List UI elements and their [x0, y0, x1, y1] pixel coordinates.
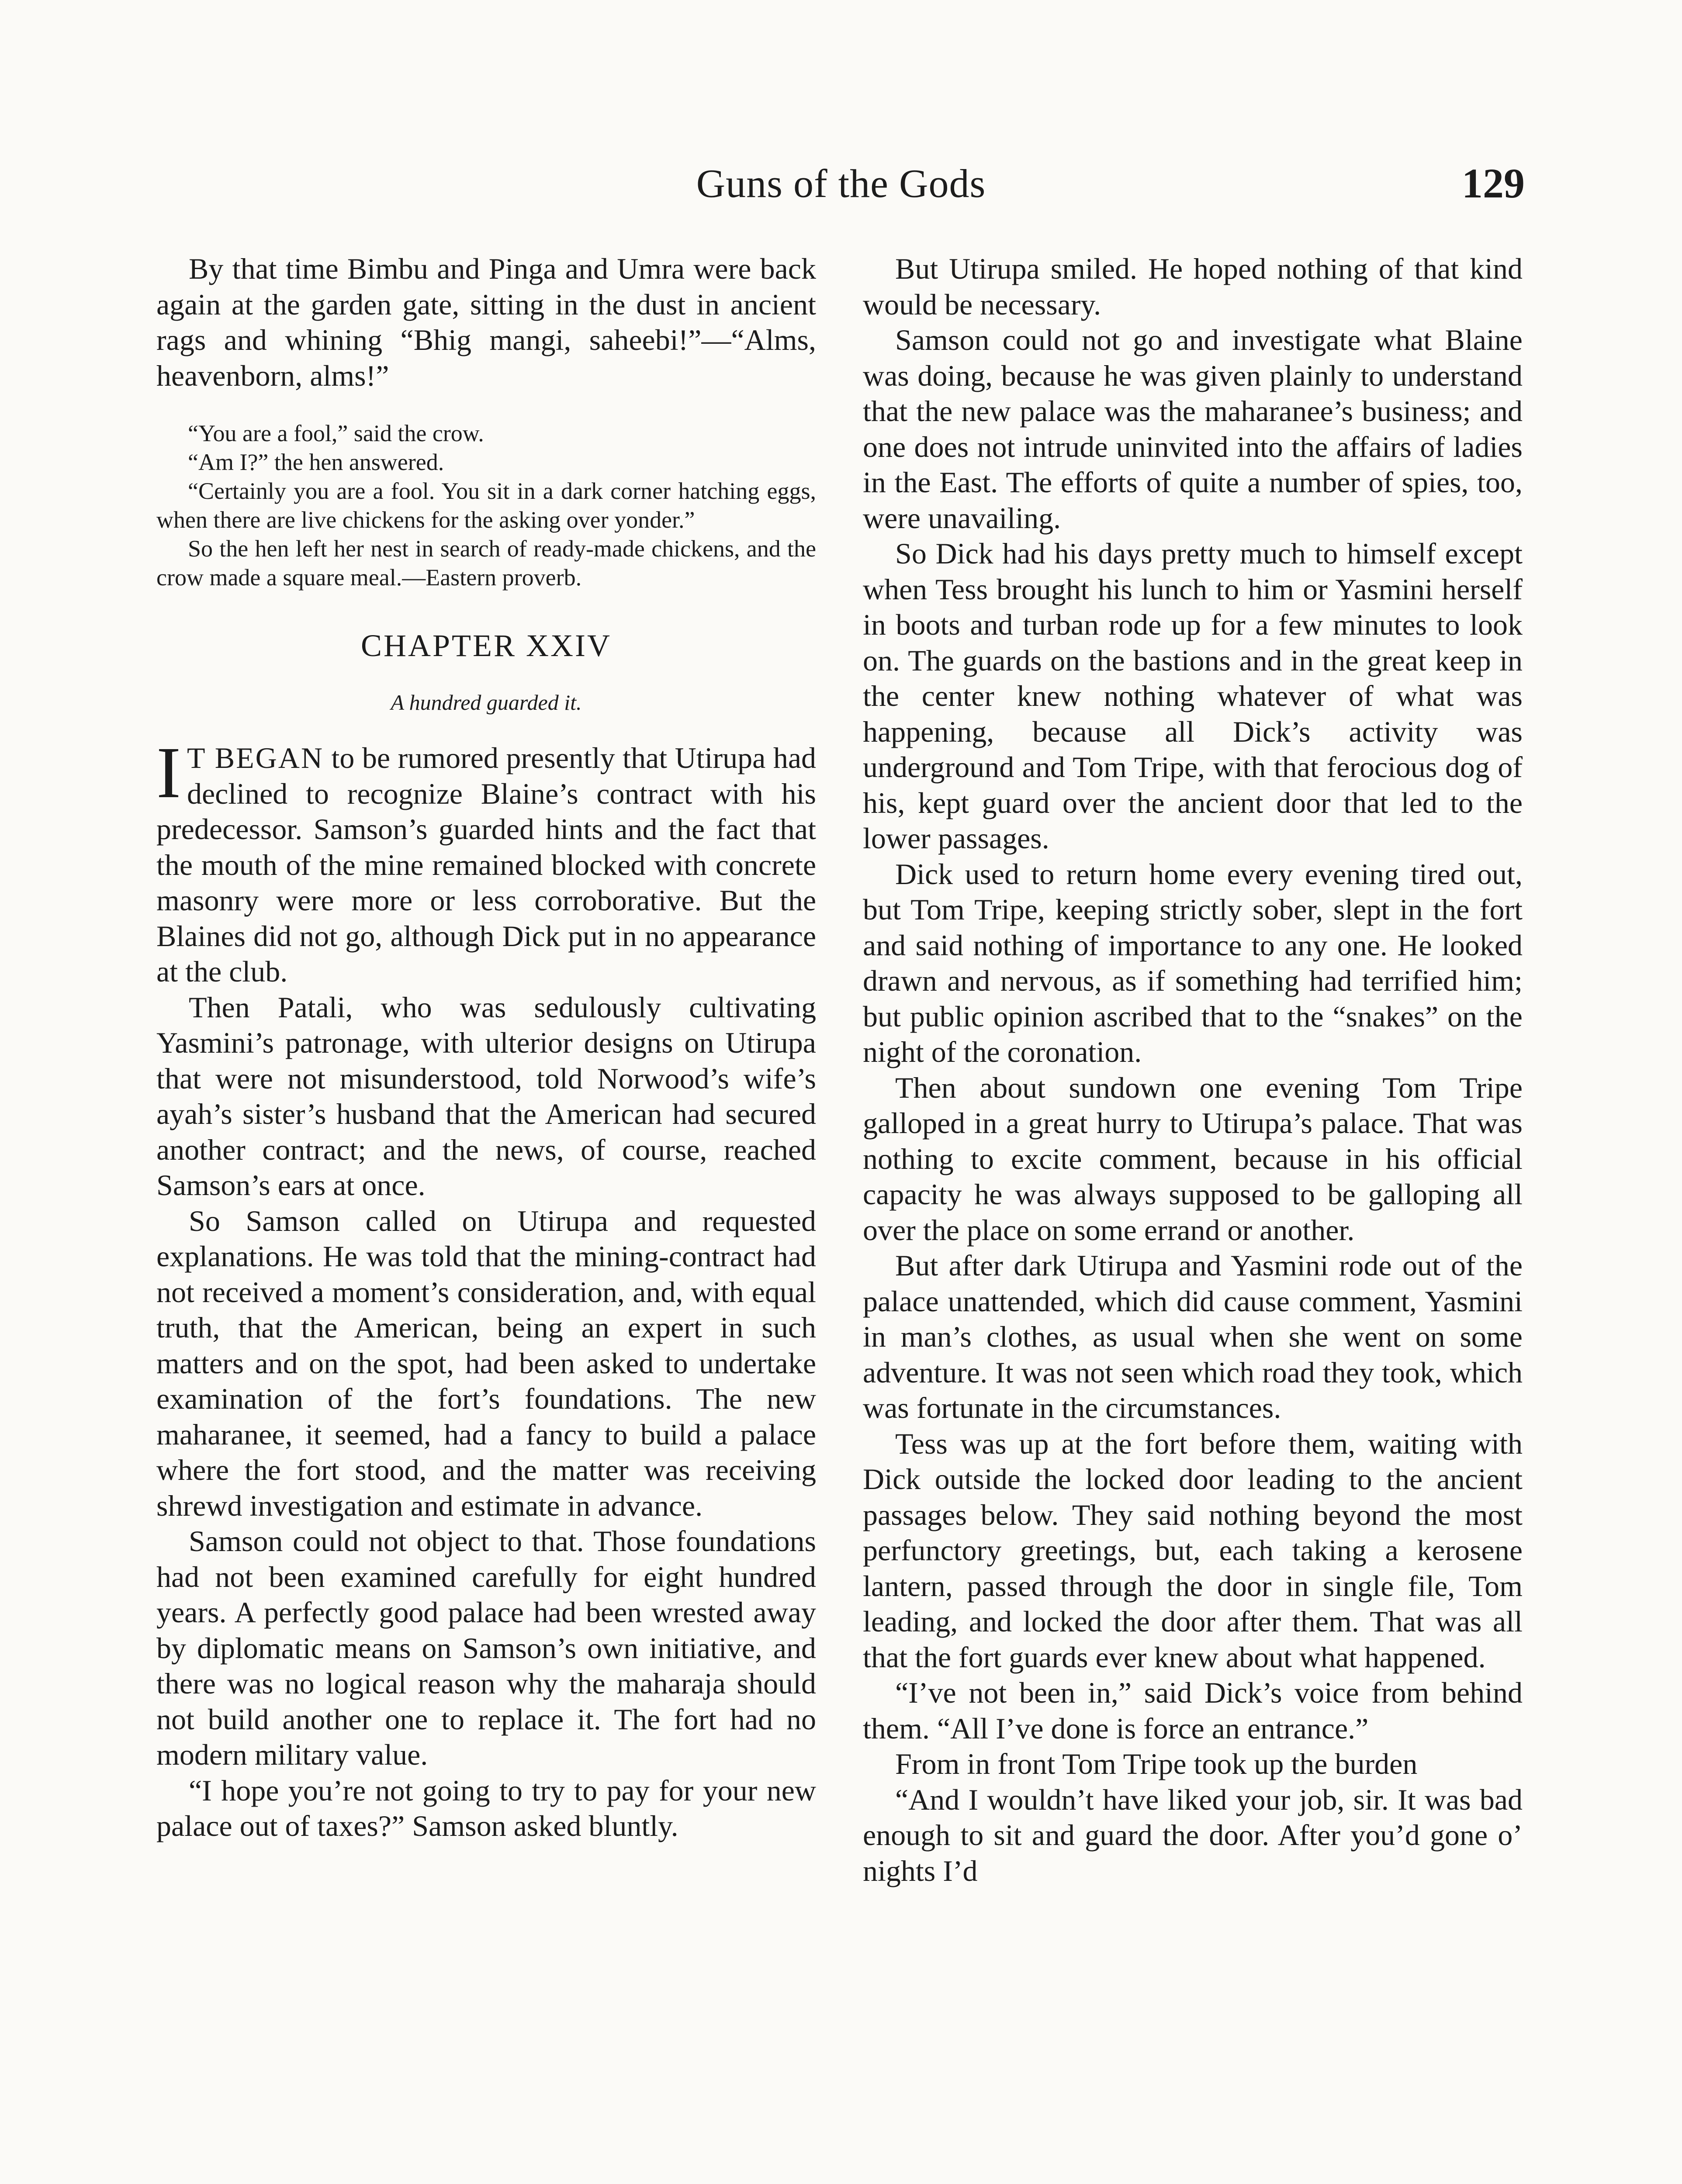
left-column	[156, 251, 816, 1844]
epigraph-line: “Am I?” the hen answered.	[188, 449, 444, 475]
body-paragraph: “I’ve not been in,” said Dick’s voice from behind them. “All I’ve done is force an entrance.”	[863, 1676, 1523, 1745]
drop-cap: I	[156, 732, 181, 813]
epigraph-line: “You are a fool,” said the crow.	[188, 420, 484, 446]
body-paragraph: Then Patali, who was sedulously cultivating Yasmini’s patronage, with ulterior designs on Utirupa that were not misunderstood, told Norwood’s wife’s ayah’s sister’s husband that the American had secured another contract; and the news, of course, reached Samson’s ears at once.	[156, 990, 816, 1202]
running-title: Guns of the Gods	[696, 161, 986, 206]
body-paragraph: Dick used to return home every evening tired out, but Tom Tripe, keeping strictly sober, slept in the fort and said nothing of importance to any one. He looked drawn and nervous, as if something had terrified him; but public opinion ascribed that to the “snakes” on the night of the coronation.	[863, 857, 1523, 1068]
chapter-subtitle: A hundred guarded it.	[391, 690, 582, 715]
body-paragraph: “I hope you’re not going to try to pay for your new palace out of taxes?” Samson asked bluntly.	[156, 1773, 816, 1842]
body-paragraph: Tess was up at the fort before them, waiting with Dick outside the locked door leading to the ancient passages below. They said nothing beyond the most perfunctory greetings, but, each taking a kerosene lantern, passed through the door in single file, Tom leading, and locked the door after them. That was all that the fort guards ever knew about what happened.	[863, 1427, 1523, 1674]
body-paragraph: Then about sundown one evening Tom Tripe galloped in a great hurry to Utirupa’s palace. That was nothing to excite comment, because in his official capacity he was always supposed to be galloping all over the place on some errand or another.	[863, 1071, 1523, 1247]
epigraph-line: So the hen left her nest in search of ready-made chickens, and the crow made a square meal.—Eastern proverb.	[156, 536, 816, 591]
body-paragraph: But after dark Utirupa and Yasmini rode out of the palace unattended, which did cause comment, Yasmini in man’s clothes, as usual when she went on some adventure. It was not seen which road they took, which was fortunate in the circumstances.	[863, 1249, 1523, 1424]
right-column	[863, 251, 1523, 1889]
body-paragraph: So Dick had his days pretty much to himself except when Tess brought his lunch to him or Yasmini herself in boots and turban rode up for a few minutes to look on. The guards on the bastions and in the great keep in the center knew nothing whatever of what was happening, because all Dick’s activity was underground and Tom Tripe, with that ferocious dog of his, kept guard over the ancient door that led to the lower passages.	[863, 537, 1523, 855]
running-head	[157, 155, 1525, 212]
page-number: 129	[1462, 160, 1525, 207]
opening-text: to be rumored presently that Utirupa had declined to recognize Blaine’s contract with his predecessor. Samson’s guarded hints and the fact that the mouth of the mine remained blocked with concrete masonry were more or less corroborative. But the Blaines did not go, although Dick put in no appearance at the club.	[156, 741, 817, 988]
body-paragraph: Samson could not go and investigate what Blaine was doing, because he was given plainly to understand that the new palace was the maharanee’s business; and one does not intrude uninvited into the affairs of ladies in the East. The efforts of quite a number of spies, too, were unavailing.	[863, 323, 1523, 535]
body-paragraph: Samson could not object to that. Those foundations had not been examined carefully for eight hundred years. A perfectly good palace had been wrested away by diplomatic means on Samson’s own initiative, and there was no logical reason why the maharaja should not build another one to replace it. The fort had no modern military value.	[156, 1524, 816, 1771]
epigraph-line: “Certainly you are a fool. You sit in a dark corner hatching eggs, when there are live chickens for the asking over yonder.”	[156, 478, 816, 533]
epigraph	[156, 419, 816, 592]
chapter-title: CHAPTER XXIV	[360, 628, 612, 663]
intro-paragraph: By that time Bimbu and Pinga and Umra were back again at the garden gate, sitting in the dust in ancient rags and whining “Bhig mangi, saheebi!”—“Alms, heavenborn, alms!”	[156, 252, 816, 392]
chapter-opening-paragraph	[156, 732, 817, 990]
body-paragraph: So Samson called on Utirupa and requested explanations. He was told that the mining-contract had not received a moment’s consideration, and, with equal truth, that the American, being an expert in such matters and on the spot, had been asked to undertake examination of the fort’s foundations. The new maharanee, it seemed, had a fancy to build a palace where the fort stood, and the matter was receiving shrewd investigation and estimate in advance.	[156, 1204, 816, 1522]
body-paragraph: But Utirupa smiled. He hoped nothing of that kind would be necessary.	[863, 252, 1523, 321]
body-paragraph: “And I wouldn’t have liked your job, sir. It was bad enough to sit and guard the door. After you’d gone o’ nights I’d	[863, 1783, 1523, 1887]
body-paragraph: From in front Tom Tripe took up the burden	[895, 1747, 1418, 1780]
opening-small-caps: T BEGAN	[187, 741, 324, 774]
